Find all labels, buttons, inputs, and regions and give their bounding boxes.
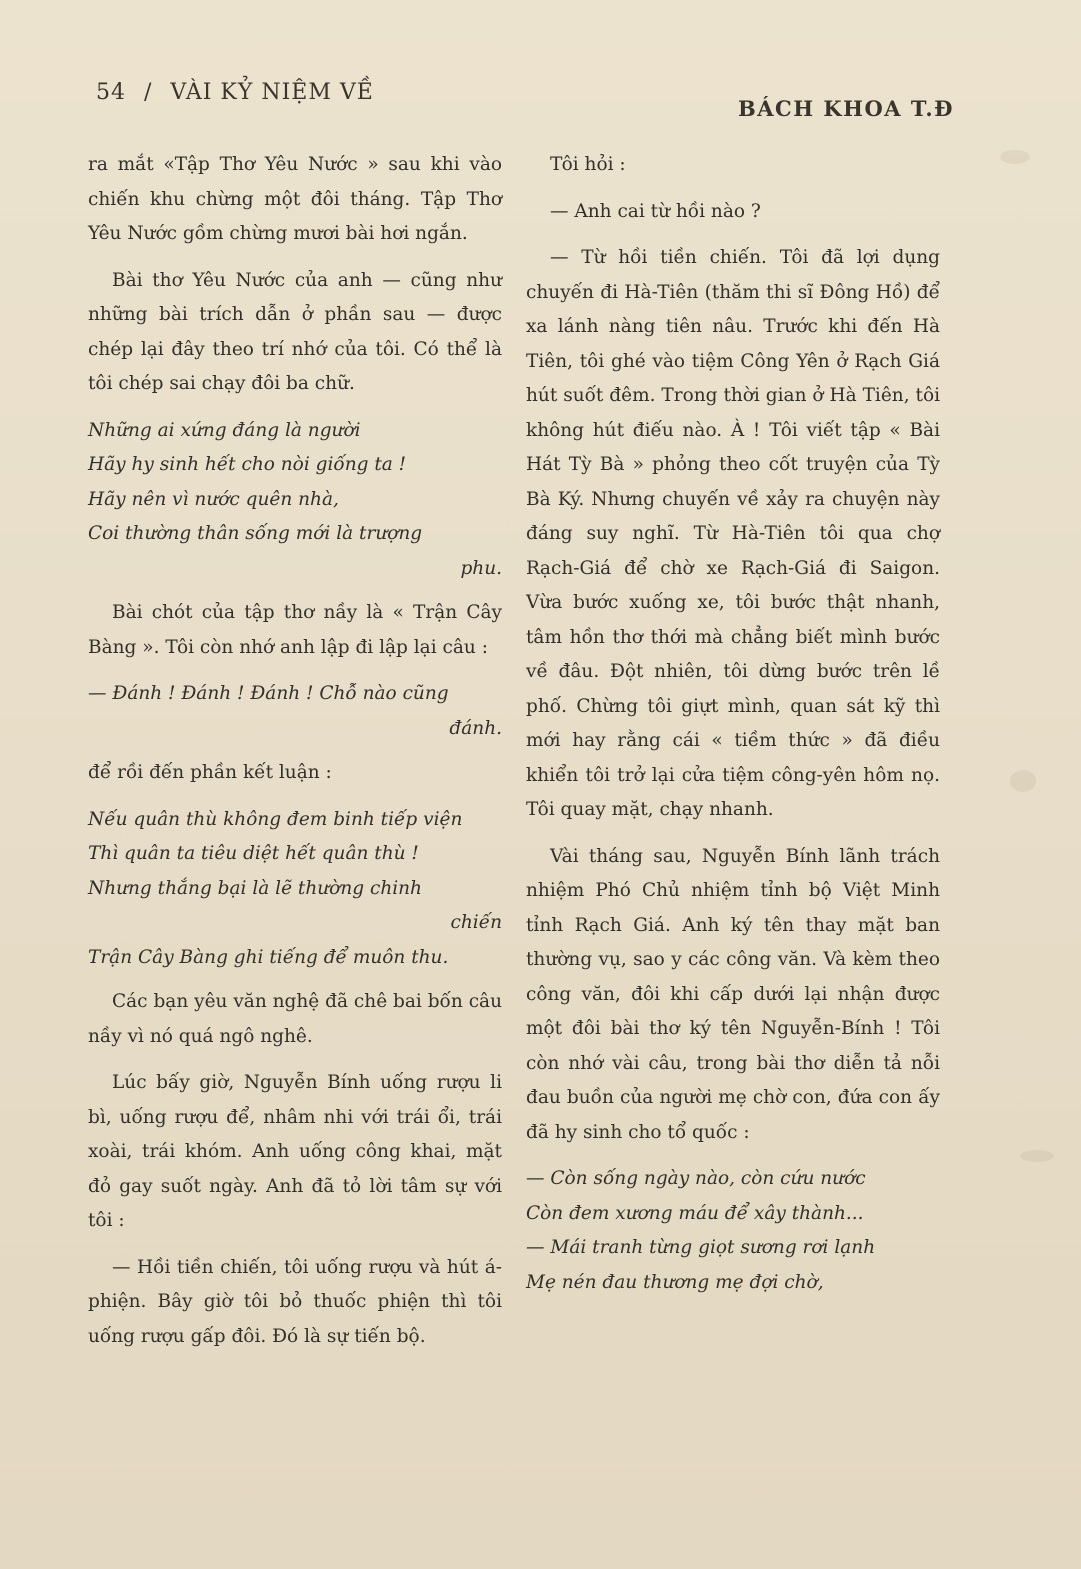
poem-line: Thì quân ta tiêu diệt hết quân thù !: [88, 843, 419, 864]
poem-line: Hãy hy sinh hết cho nòi giống ta !: [88, 454, 407, 475]
poem-line: Hãy nên vì nước quên nhà,: [88, 488, 339, 510]
poem-line: — Đánh ! Đánh ! Đánh ! Chỗ nào cũng: [88, 683, 449, 704]
section-title: VÀI KỶ NIỆM VỀ: [170, 80, 374, 105]
dialogue-paragraph: — Từ hồi tiền chiến. Tôi đã lợi dụng chuyến đi Hà-Tiên (thăm thi sĩ Đông Hồ) để xa lánh nàng tiên nâu. Trước khi đến Hà Tiên, tôi ghé vào tiệm Công Yên ở Rạch Giá hút suốt đêm. Trong thời gian ở Hà Tiên, tôi không hút điếu nào. À ! Tôi viết tập « Bài Hát Tỳ Bà » phỏng theo cốt truyện của Tỳ Bà Ký. Nhưng chuyến về xảy ra chuyện này đáng suy nghĩ. Từ Hà-Tiên tôi qua chợ Rạch-Giá để chờ xe Rạch-Giá đi Saigon. Vừa bước xuống xe, tôi bước thật nhanh, tâm hồn thơ thới mà chẳng biết mình bước về đâu. Đột nhiên, tôi dừng bước trên lề phố. Chừng tôi giựt mình, quan sát kỹ thì mới hay rằng cái « tiềm thức » đã điều khiển tôi trở lại cửa tiệm công-yên hôm nọ. Tôi quay mặt, chạy nhanh.: [526, 247, 940, 820]
paper-stain: [1020, 1150, 1054, 1162]
poem-line: Nếu quân thù không đem binh tiếp viện: [88, 808, 463, 830]
dialogue-paragraph: — Hồi tiền chiến, tôi uống rượu và hút á-phiện. Bây giờ tôi bỏ thuốc phiện thì tôi uống rượu gấp đôi. Đó là sự tiến bộ.: [88, 1256, 502, 1347]
paragraph: Vài tháng sau, Nguyễn Bính lãnh trách nhiệm Phó Chủ nhiệm tỉnh bộ Việt Minh tỉnh Rạch Giá. Anh ký tên thay mặt ban thường vụ, sao y các công văn. Và kèm theo công văn, đôi khi cấp dưới lại nhận được một đôi bài thơ ký tên Nguyễn-Bính ! Tôi còn nhớ vài câu, trong bài thơ diễn tả nỗi đau buồn của người mẹ chờ con, đứa con ấy đã hy sinh cho tổ quốc :: [526, 845, 940, 1143]
paper-stain: [1010, 770, 1036, 792]
poem-excerpt: [88, 677, 502, 746]
page-number: 54: [96, 80, 126, 105]
right-column: [526, 148, 940, 1310]
poem-line: Những ai xứng đáng là người: [88, 419, 361, 441]
poem-line: — Còn sống ngày nào, còn cứu nước: [526, 1168, 866, 1189]
poem-line: Nhưng thắng bại là lẽ thường chinh: [88, 877, 422, 899]
header-separator: /: [144, 80, 153, 105]
poem-line-continuation: đánh.: [449, 717, 502, 739]
dialogue-paragraph: — Anh cai từ hồi nào ?: [550, 200, 761, 222]
poem-line: Mẹ nén đau thương mẹ đợi chờ,: [526, 1271, 824, 1293]
poem-line: — Mái tranh từng giọt sương rơi lạnh: [526, 1237, 876, 1258]
poem-excerpt: [88, 414, 502, 587]
paragraph: Các bạn yêu văn nghệ đã chê bai bốn câu nầy vì nó quá ngô nghê.: [88, 991, 502, 1047]
poem-excerpt: [88, 803, 502, 976]
paragraph: Lúc bấy giờ, Nguyễn Bính uống rượu li bì, uống rượu để, nhâm nhi với trái ổi, trái xoài, trái khóm. Anh uống công khai, mặt đỏ gay suốt ngày. Anh đã tỏ lời tâm sự với tôi :: [88, 1072, 502, 1231]
poem-line-continuation: phu.: [460, 557, 502, 579]
left-column: [88, 148, 502, 1366]
publication-title: BÁCH KHOA T.Đ: [738, 96, 954, 121]
poem-excerpt: [526, 1162, 940, 1300]
paragraph: để rồi đến phần kết luận :: [88, 762, 332, 783]
poem-line-continuation: chiến: [450, 912, 502, 933]
paragraph: Bài thơ Yêu Nước của anh — cũng như những bài trích dẫn ở phần sau — được chép lại đây theo trí nhớ của tôi. Có thể là tôi chép sai chạy đôi ba chữ.: [88, 269, 502, 394]
paragraph: ra mắt «Tập Thơ Yêu Nước » sau khi vào chiến khu chừng một đôi tháng. Tập Thơ Yêu Nước gồm chừng mươi bài hơi ngắn.: [88, 154, 502, 244]
running-header-left: [96, 80, 374, 105]
paragraph: Tôi hỏi :: [550, 154, 626, 175]
poem-line: Còn đem xương máu để xây thành...: [526, 1202, 864, 1224]
poem-line: Trận Cây Bàng ghi tiếng để muôn thu.: [88, 946, 449, 968]
poem-line: Coi thường thân sống mới là trượng: [88, 523, 423, 544]
paper-stain: [1000, 150, 1030, 164]
paragraph: Bài chót của tập thơ nầy là « Trận Cây Bàng ». Tôi còn nhớ anh lập đi lập lại câu :: [88, 602, 502, 658]
